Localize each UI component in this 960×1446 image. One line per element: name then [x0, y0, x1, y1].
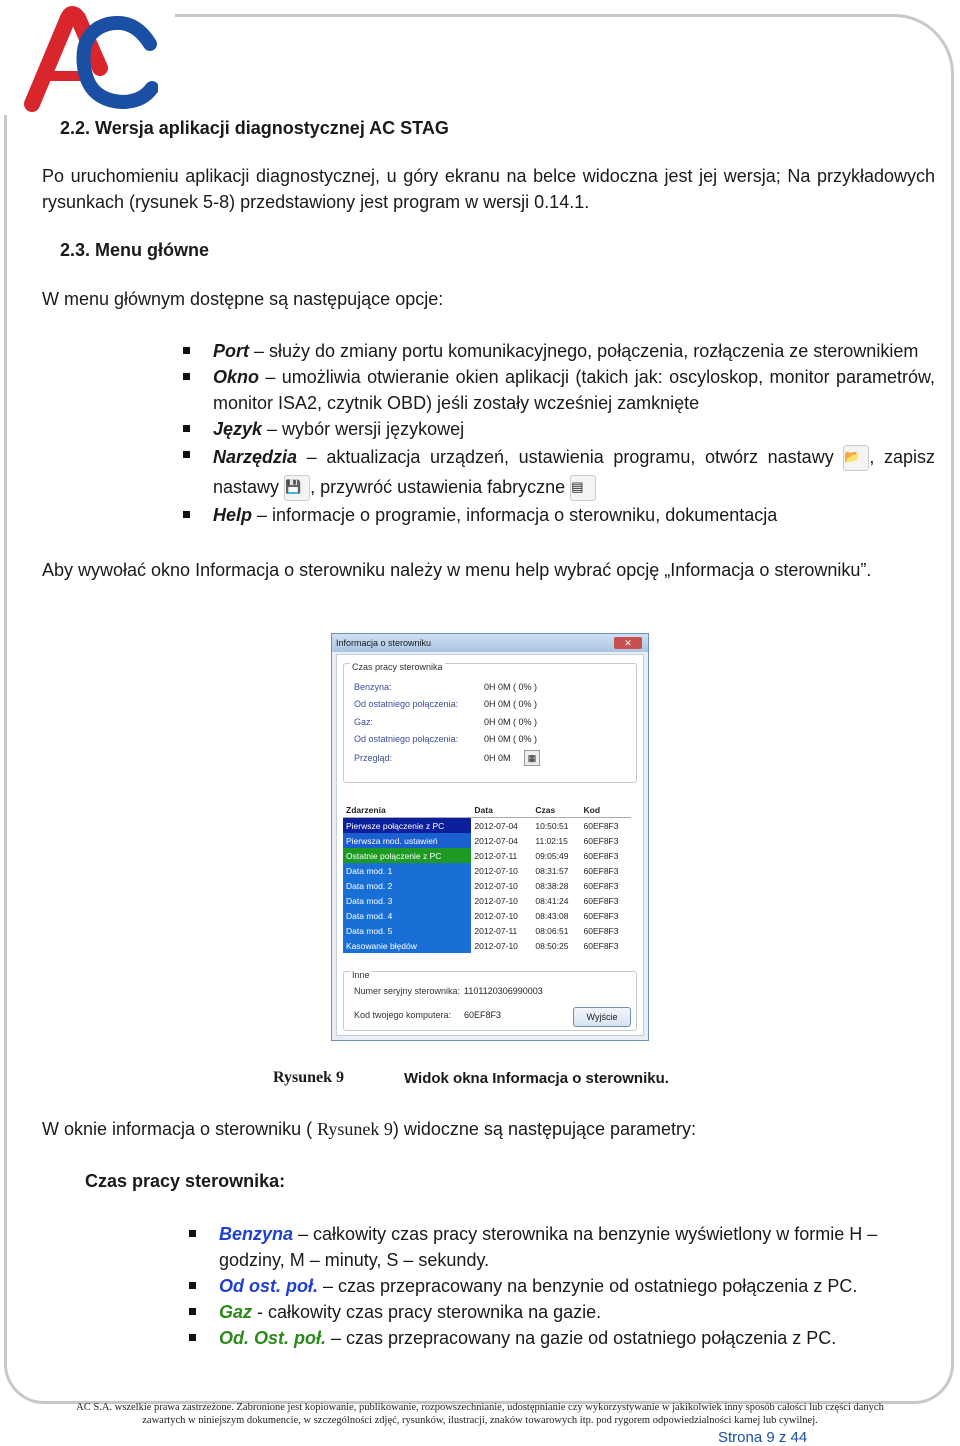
params-list: [186, 1221, 906, 1351]
cell-code: 60EF8F3: [583, 880, 619, 891]
table-row[interactable]: [343, 938, 631, 953]
cell-code: 60EF8F3: [583, 820, 619, 831]
table-row[interactable]: [343, 878, 631, 893]
param-term: Benzyna: [219, 1224, 294, 1244]
cell-time: 09:05:49: [535, 850, 569, 861]
list-item: [186, 1221, 906, 1273]
section-22-heading: [60, 118, 449, 139]
cell-date: 2012-07-11: [474, 925, 518, 936]
cell-time: 08:38:28: [535, 880, 569, 891]
save-disk-icon: 💾: [284, 475, 310, 501]
ac-logo: [22, 4, 158, 116]
footer-line-1: AC S.A. wszelkie prawa zastrzeżone. Zabronione jest kopiowanie, publikowanie, rozpowszechnianie, udostępnianie czy wykorzystywanie w jakikolwiek inny sposób całości lub części danych: [76, 1402, 884, 1413]
cell-code: 60EF8F3: [583, 940, 619, 951]
cell-date: 2012-07-10: [474, 940, 518, 951]
col-header: Czas: [532, 803, 580, 818]
param-term: Od. Ost. poł.: [219, 1328, 326, 1348]
group-title: Inne: [352, 970, 370, 980]
col-header: Data: [471, 803, 532, 818]
cell-name: Data mod. 2: [343, 878, 471, 893]
runtime-group: [343, 663, 637, 783]
code-label: Kod twojego komputera:: [354, 1010, 452, 1020]
menu-options-list: [180, 338, 935, 528]
cell-date: 2012-07-10: [474, 880, 518, 891]
figure-ref: Rysunek 9: [317, 1119, 393, 1139]
table-header-row: [343, 803, 631, 818]
close-icon[interactable]: ✕: [614, 637, 642, 649]
info-paragraph: Aby wywołać okno Informacja o sterowniku należy w menu help wybrać opcję „Informacja o sterowniku”.: [42, 560, 872, 580]
list-item: [180, 502, 935, 528]
menu-desc: – aktualizacja urządzeń, ustawienia programu, otwórz nastawy: [297, 447, 834, 467]
intro-paragraph: Po uruchomieniu aplikacji diagnostycznej, u góry ekranu na belce widoczna jest jej wersja; Na przykładowych rysunkach (rysunek 5-8) przedstawiony jest program w wersji 0.14.1.: [42, 166, 935, 212]
group-title: Czas pracy sterownika: [352, 662, 443, 672]
col-header: Kod: [581, 803, 632, 818]
menu-term: Port: [213, 341, 249, 361]
cell-time: 11:02:15: [535, 835, 568, 846]
cell-name: Pierwsze połączenie z PC: [343, 818, 471, 834]
list-item: [180, 364, 935, 416]
figure-caption: Widok okna Informacja o sterowniku.: [404, 1070, 669, 1087]
table-row[interactable]: [343, 848, 631, 863]
menu-desc: , zapisz nastawy: [213, 447, 935, 497]
cell-name: Data mod. 1: [343, 863, 471, 878]
section-title: Wersja aplikacji diagnostycznej AC STAG: [95, 118, 449, 138]
cell-code: 60EF8F3: [583, 895, 619, 906]
field-label: Przegląd:: [354, 753, 393, 763]
field-value: 0H 0M ( 0% ): [484, 682, 538, 692]
cell-name: Data mod. 4: [343, 908, 471, 923]
cell-name: Ostatnie połączenie z PC: [343, 848, 471, 863]
field-value: 0H 0M ( 0% ): [484, 717, 538, 727]
cell-name: Pierwsza mod. ustawień: [343, 833, 471, 848]
cell-time: 08:41:24: [535, 895, 569, 906]
text-part: ) widoczne są następujące parametry:: [392, 1119, 697, 1139]
dialog-title: Informacja o sterowniku: [336, 638, 432, 648]
cell-date: 2012-07-10: [474, 910, 518, 921]
menu-desc: – informacje o programie, informacja o sterowniku, dokumentacja: [252, 505, 778, 525]
param-desc: – całkowity czas pracy sterownika na benzynie wyświetlony w formie H – godziny, M – minuty, S – sekundy.: [219, 1224, 878, 1270]
cell-time: 08:50:25: [535, 940, 569, 951]
exit-button[interactable]: Wyjście: [573, 1007, 631, 1027]
section-number: 2.2.: [60, 118, 91, 138]
cell-code: 60EF8F3: [583, 850, 619, 861]
cell-date: 2012-07-10: [474, 895, 518, 906]
section-number: 2.3.: [60, 240, 91, 260]
dialog-titlebar: [332, 634, 648, 652]
cell-name: Data mod. 5: [343, 923, 471, 938]
cell-date: 2012-07-10: [474, 865, 518, 876]
cell-code: 60EF8F3: [583, 835, 619, 846]
field-label: Od ostatniego połączenia:: [354, 699, 459, 709]
field-label: Gaz:: [354, 717, 374, 727]
code-value: 60EF8F3: [464, 1010, 502, 1020]
col-header: Zdarzenia: [343, 803, 471, 818]
menu-term: Narzędzia: [213, 447, 298, 467]
field-value: 0H 0M ( 0% ): [484, 699, 538, 709]
dialog-body: [336, 654, 644, 1036]
list-item: [186, 1325, 906, 1351]
menu-desc: – służy do zmiany portu komunikacyjnego, połączenia, rozłączenia ze sterownikiem: [249, 341, 919, 361]
controller-info-dialog: [331, 633, 649, 1041]
param-desc: - całkowity czas pracy sterownika na gazie.: [252, 1302, 602, 1322]
menu-term: Język: [213, 419, 263, 439]
cell-name: Data mod. 3: [343, 893, 471, 908]
field-value: 0H 0M: [484, 753, 511, 763]
table-row[interactable]: [343, 863, 631, 878]
list-item: [180, 442, 935, 502]
open-folder-icon: 📂: [843, 445, 869, 471]
cell-date: 2012-07-11: [474, 850, 518, 861]
field-value: 0H 0M ( 0% ): [484, 734, 538, 744]
list-item: [180, 338, 935, 364]
param-desc: – czas przepracowany na benzynie od ostatniego połączenia z PC.: [318, 1276, 858, 1296]
cell-date: 2012-07-04: [474, 820, 518, 831]
serial-value: 1101120306990003: [464, 986, 543, 996]
serial-label: Numer seryjny sterownika:: [354, 986, 461, 996]
cell-code: 60EF8F3: [583, 925, 619, 936]
cell-time: 08:06:51: [535, 925, 569, 936]
menu-desc: – wybór wersji językowej: [262, 419, 465, 439]
cell-time: 08:31:57: [535, 865, 569, 876]
cell-date: 2012-07-04: [474, 835, 518, 846]
table-row[interactable]: [343, 923, 631, 938]
menu-intro: W menu głównym dostępne są następujące opcje:: [42, 289, 444, 309]
menu-desc: – umożliwia otwieranie okien aplikacji (takich jak: oscyloskop, monitor parametrów, monitor ISA2, czytnik OBD) jeśli zostały wcześniej zamknięte: [213, 367, 935, 413]
table-row[interactable]: [343, 818, 631, 834]
field-label: Od ostatniego połączenia:: [354, 734, 459, 744]
menu-term: Help: [213, 505, 253, 525]
table-row[interactable]: [343, 833, 631, 848]
param-desc: – czas przepracowany na gazie od ostatniego połączenia z PC.: [326, 1328, 837, 1348]
menu-term: Okno: [213, 367, 260, 387]
param-term: Od ost. poł.: [219, 1276, 318, 1296]
cell-time: 10:50:51: [535, 820, 569, 831]
table-row[interactable]: [343, 893, 631, 908]
menu-desc: , przywróć ustawienia fabryczne: [310, 477, 566, 497]
footer-line-2: zawartych w niniejszym dokumencie, w szczególności zdjęć, rysunków, ilustracji, znaków towarowych itp. pod rygorem odpowiedzialności karnej lub cywilnej.: [142, 1415, 818, 1426]
text-part: W oknie informacja o sterowniku (: [42, 1119, 318, 1139]
list-item: [180, 416, 935, 442]
factory-reset-icon: ▤: [570, 475, 596, 501]
figure-label: Rysunek 9: [273, 1069, 345, 1086]
section-title: Menu główne: [95, 240, 210, 260]
list-item: [186, 1273, 906, 1299]
calendar-icon[interactable]: ▦: [524, 750, 540, 766]
cell-time: 08:43:08: [535, 910, 569, 921]
events-table: [343, 803, 631, 953]
cell-name: Kasowanie błędów: [343, 938, 471, 953]
list-item: [186, 1299, 906, 1325]
page-number: Strona 9 z 44: [718, 1429, 808, 1446]
cell-code: 60EF8F3: [583, 865, 619, 876]
cell-code: 60EF8F3: [583, 910, 619, 921]
section-23-heading: [60, 240, 209, 261]
param-term: Gaz: [219, 1302, 253, 1322]
table-row[interactable]: [343, 908, 631, 923]
runtime-heading: Czas pracy sterownika:: [85, 1171, 286, 1191]
window-paragraph: [42, 1116, 696, 1142]
field-label: Benzyna:: [354, 682, 392, 692]
